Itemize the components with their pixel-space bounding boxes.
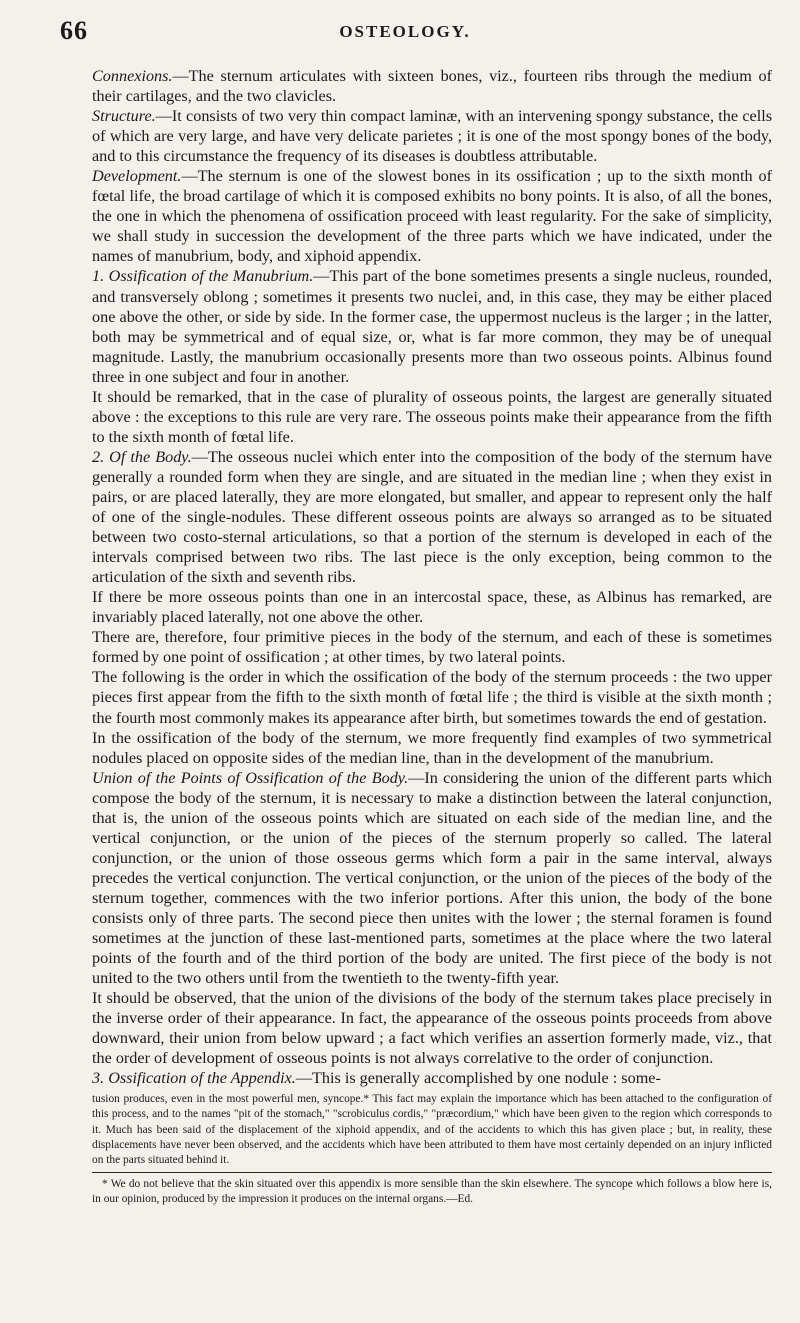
paragraph-lead: 1. Ossification of the Manubrium. — [92, 267, 314, 286]
paragraph-lead: 2. Of the Body. — [92, 447, 192, 466]
paragraph-connexions — [92, 66, 772, 106]
paragraph-lead: Development. — [92, 167, 182, 186]
page-number: 66 — [60, 16, 88, 45]
paragraph-text: —This is generally accomplished by one nodule : some- — [295, 1069, 661, 1088]
paragraph-text: —This part of the bone sometimes presents a single nucleus, rounded, and transversely oblong ; sometimes it presents two nuclei, and, in this case, they may be either placed one above the other, or side by side. In the former case, the uppermost nucleus is the larger ; in the latter, both may be symmetrical and of equal size, or, what is far more common, they may be of unequal magnitude. Lastly, the manubrium occasionally presents more than two osseous points. Albinus found three in one subject and four in another. — [92, 267, 772, 386]
paragraph-development — [92, 166, 772, 266]
paragraph-intercostal — [92, 587, 772, 627]
paragraph-text: —It consists of two very thin compact laminæ, with an intervening spongy substance, the cells of which are very large, and have very delicate parietes ; it is one of the most spongy bones of the body, and to this circumstance the frequency of its diseases is doubtless attributable. — [92, 107, 772, 166]
paragraph-text: The following is the order in which the ossification of the body of the sternum proceeds : the two upper pieces first appear from the fifth to the sixth month of fœtal life ; the third is visible at the sixth month ; the fourth most commonly makes its appearance after birth, but sometimes towards the end of gestation. — [92, 668, 772, 727]
paragraph-text: In the ossification of the body of the sternum, we more frequently find examples of two symmetrical nodules placed on opposite sides of the median line, than in the development of the manubrium. — [92, 728, 772, 767]
paragraph-text: There are, therefore, four primitive pieces in the body of the sternum, and each of these is sometimes formed by one point of ossification ; at other times, by two lateral points. — [92, 628, 772, 667]
paragraph-symmetrical — [92, 728, 772, 768]
paragraph-body — [92, 447, 772, 587]
footnote-block — [92, 1092, 772, 1206]
body-text — [92, 66, 772, 1206]
editor-footnote: * We do not believe that the skin situated over this appendix is more sensible than the skin elsewhere. The syncope which follows a blow here is, in our opinion, produced by the impression it produces on the internal organs.—Ed. — [92, 1177, 772, 1205]
paragraph-lead: 3. Ossification of the Appendix. — [92, 1069, 296, 1088]
paragraph-order — [92, 667, 772, 727]
paragraph-union — [92, 768, 772, 989]
paragraph-structure — [92, 106, 772, 166]
paragraph-text: —The sternum is one of the slowest bones in its ossification ; up to the sixth month of fœtal life, the broad cartilage of which it is composed exhibits no bony points. It is also, of all the bones, the one in which the phenomena of ossification proceed with least regularity. For the sake of simplicity, we shall study in succession the development of the three parts which we have indicated, under the names of manubrium, body, and xiphoid appendix. — [92, 167, 772, 266]
paragraph-inverse-order — [92, 988, 772, 1068]
paragraph-lead: Union of the Points of Ossification of the Body. — [92, 768, 409, 787]
paragraph-text: —The osseous nuclei which enter into the composition of the body of the sternum have generally a rounded form when they are single, and are situated in the median line ; when they exist in pairs, or are placed laterally, they are more elongated, but smaller, and appear to represent only the half of one of the single-nodules. These different osseous points are always so arranged as to be situated between two costo-sternal articulations, so that a portion of the sternum is developed in each of the intervals comprised between two ribs. The last piece is the only exception, being common to the articulation of the sixth and seventh ribs. — [92, 447, 772, 587]
paragraph-ossification-manubrium — [92, 266, 772, 386]
paragraph-text: —In considering the union of the different parts which compose the body of the sternum, it is necessary to make a distinction between the lateral conjunction, that is, the union of the osseous points which are situated on each side of the median line, and the vertical conjunction, or the union of the pieces of the sternum properly so called. The lateral conjunction, or the union of those osseous germs which form a pair in the same interval, always precedes the vertical conjunction. The vertical conjunction, or the union of the pieces of the body of the sternum together, commences with the two inferior portions. After this union, the body of the bone consists only of three parts. The second piece then unites with the lower ; the sternal foramen is found sometimes at the junction of these last-mentioned parts, sometimes at the place where the two lateral points of the fourth and of the third portion of the body are united. The first piece of the body is not united to the two others until from the twentieth to the twenty-fifth year. — [92, 768, 772, 988]
paragraph-appendix — [92, 1068, 772, 1088]
page-header — [56, 16, 754, 56]
paragraph-plurality — [92, 387, 772, 447]
footnote-divider — [92, 1172, 772, 1173]
footnote-continuation: tusion produces, even in the most powerful men, syncope.* This fact may explain the importance which has been attached to the configuration of this process, and to the names "pit of the stomach," "scrobiculus cordis," "præcordium," which have been given to the region which corresponds to it. Much has been said of the displacement of the xiphoid appendix, and of the accidents to which this has given place ; but, in reality, these displacements have never been observed, and the accidents which have been attributed to them have most certainly depended on an injury inflicted on the parts situated behind it. — [92, 1093, 772, 1166]
paragraph-lead: Structure. — [92, 107, 156, 126]
paragraph-text: It should be remarked, that in the case of plurality of osseous points, the largest are generally situated above : the exceptions to this rule are very rare. The osseous points make their appearance from the fifth to the sixth month of fœtal life. — [92, 387, 772, 446]
paragraph-text: It should be observed, that the union of the divisions of the body of the sternum takes place precisely in the inverse order of their appearance. In fact, the appearance of the osseous points proceeds from above downward, their union from below upward ; a fact which verifies an assertion formerly made, viz., that the order of development of osseous points is not always correlative to the order of conjunction. — [92, 989, 772, 1068]
paragraph-four-pieces — [92, 627, 772, 667]
running-head: OSTEOLOGY. — [339, 22, 471, 41]
paragraph-text: —The sternum articulates with sixteen bones, viz., fourteen ribs through the medium of their cartilages, and the two clavicles. — [92, 67, 772, 106]
paragraph-lead: Connexions. — [92, 67, 173, 85]
paragraph-text: If there be more osseous points than one in an intercostal space, these, as Albinus has remarked, are invariably placed laterally, not one above the other. — [92, 588, 772, 627]
